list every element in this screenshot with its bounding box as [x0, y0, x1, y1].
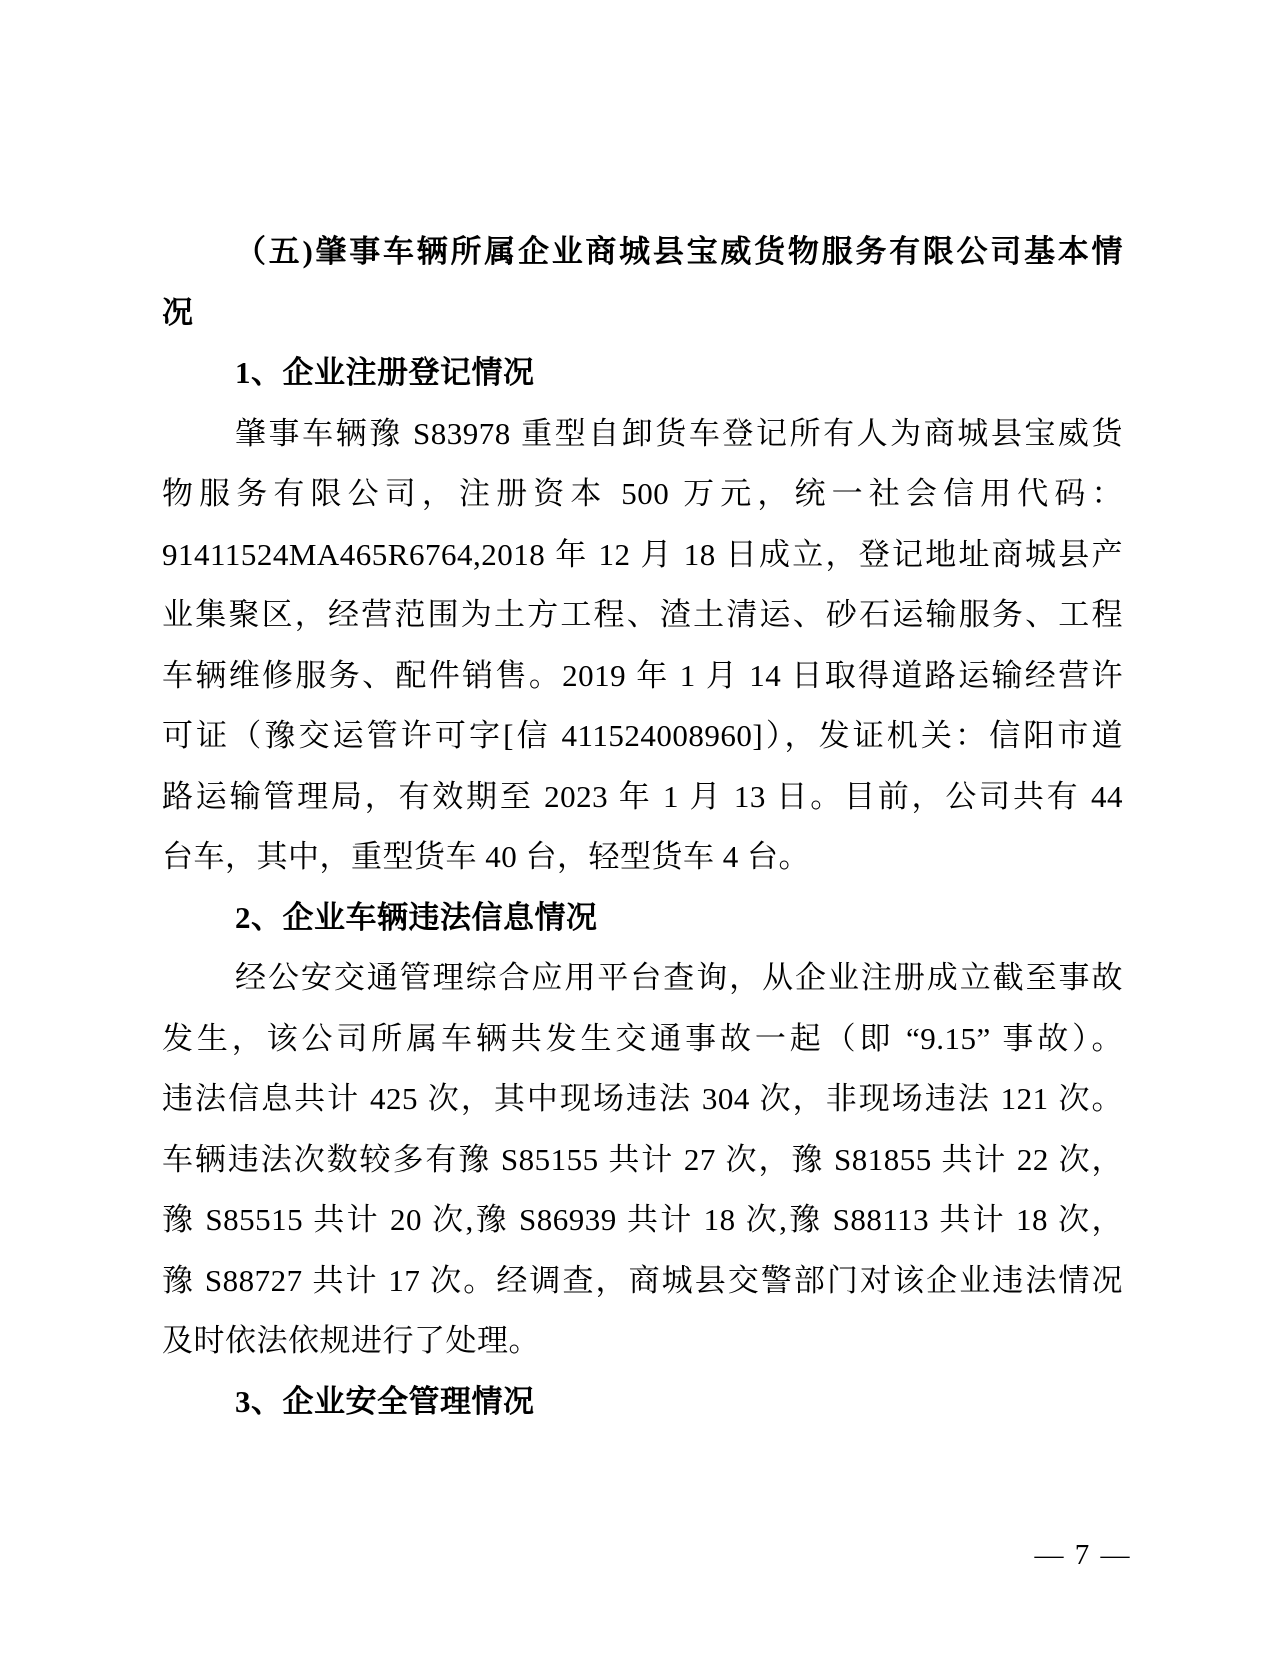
section-heading-line-2: 况 — [162, 294, 194, 330]
text-block — [162, 222, 1123, 1432]
body-line: 经公安交通管理综合应用平台查询，从企业注册成立截至事故 — [235, 960, 1123, 995]
body-line: 车辆违法次数较多有豫 S85155 共计 27 次，豫 S81855 共计 22 次， — [162, 1141, 1123, 1177]
subsection-heading-1: 1、企业注册登记情况 — [235, 355, 535, 390]
body-line: 91411524MA465R6764,2018 年 12 月 18 日成立，登记地址商城县产 — [162, 536, 1123, 572]
body-line: 豫 S85515 共计 20 次,豫 S86939 共计 18 次,豫 S88113 共计 18 次， — [162, 1202, 1123, 1237]
body-line: 违法信息共计 425 次，其中现场违法 304 次，非现场违法 121 次。 — [162, 1081, 1123, 1116]
body-line: 及时依法依规进行了处理。 — [162, 1323, 540, 1358]
body-line: 物服务有限公司，注册资本 500 万元，统一社会信用代码： — [162, 476, 1123, 511]
page-number: — 7 — — [1034, 1539, 1132, 1571]
body-line: 可证（豫交运管许可字[信 411524008960]），发证机关：信阳市道 — [162, 718, 1123, 753]
subsection-heading-3: 3、企业安全管理情况 — [235, 1383, 535, 1419]
body-line: 豫 S88727 共计 17 次。经调查，商城县交警部门对该企业违法情况 — [162, 1262, 1123, 1298]
body-line: 台车，其中，重型货车 40 台，轻型货车 4 台。 — [162, 839, 810, 874]
body-line: 发生，该公司所属车辆共发生交通事故一起（即 “9.15” 事故）。 — [162, 1020, 1123, 1056]
body-line: 业集聚区，经营范围为土方工程、渣土清运、砂石运输服务、工程 — [162, 597, 1123, 632]
body-line: 车辆维修服务、配件销售。2019 年 1 月 14 日取得道路运输经营许 — [162, 657, 1123, 693]
subsection-heading-2: 2、企业车辆违法信息情况 — [235, 899, 598, 935]
body-line: 肇事车辆豫 S83978 重型自卸货车登记所有人为商城县宝威货 — [235, 415, 1123, 451]
body-line: 路运输管理局，有效期至 2023 年 1 月 13 日。目前，公司共有 44 — [162, 778, 1123, 814]
section-heading-line-1: （五)肇事车辆所属企业商城县宝威货物服务有限公司基本情 — [235, 234, 1123, 269]
